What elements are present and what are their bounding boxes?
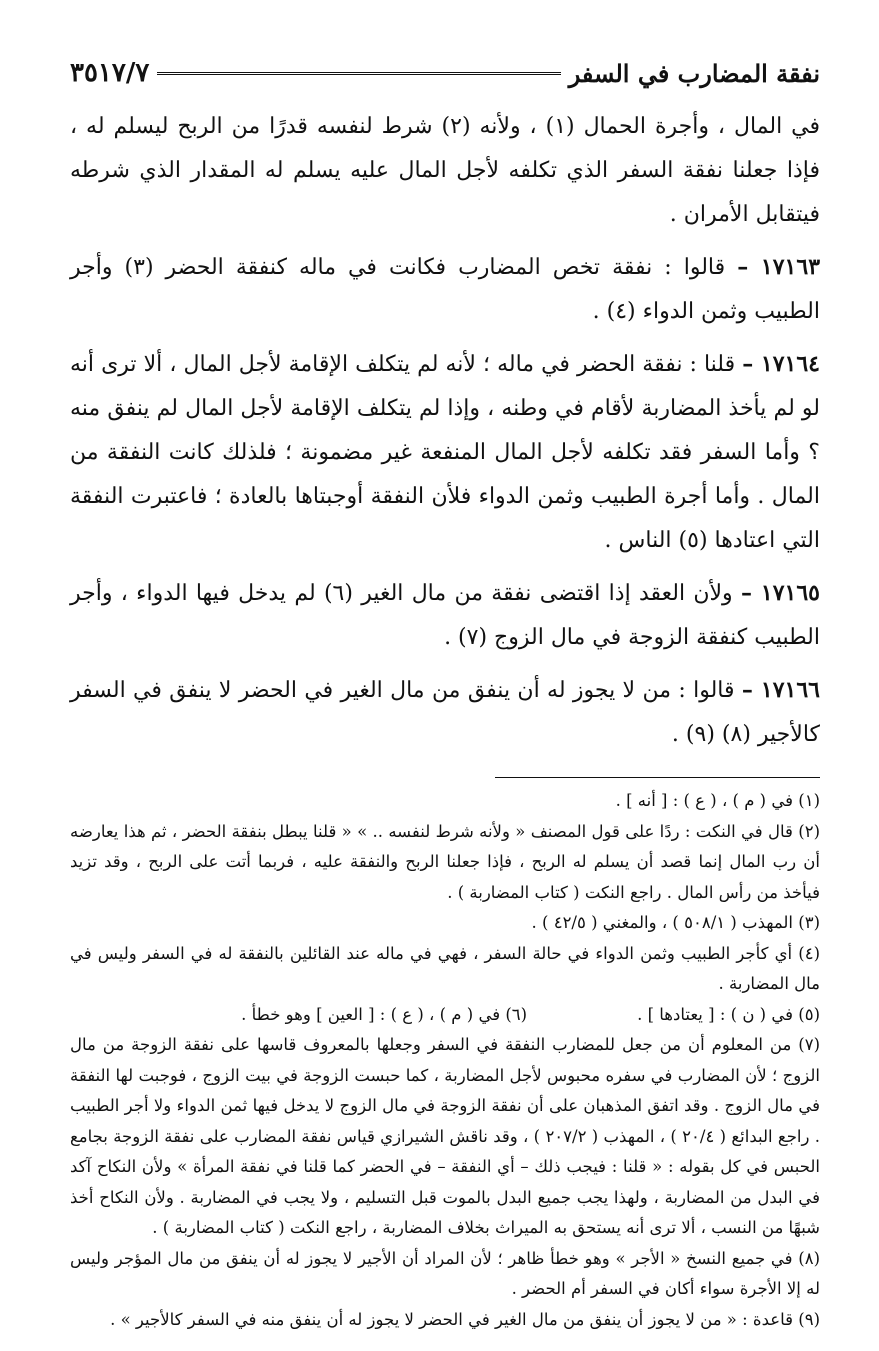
page-header bbox=[70, 55, 820, 91]
running-title: نفقة المضارب في السفر bbox=[568, 58, 820, 88]
paragraph-number: ١٧١٦٦ – bbox=[741, 677, 820, 703]
paragraph-text: ولأن العقد إذا اقتضى نفقة من مال الغير (٦) لم يدخل فيها الدواء ، وأجر الطبيب كنفقة الزوجة في مال الزوج (٧) . bbox=[70, 581, 820, 650]
paragraph-text: قلنا : نفقة الحضر في ماله ؛ لأنه لم يتكلف الإقامة لأجل المال ، ألا ترى أنه لو لم يأخذ المضاربة لأقام في وطنه ، وإذا لم يتكلف الإقامة لأجل المال لم ينفق منه ؟ وأما السفر فقد تكلفه لأجل المال المنفعة غير مضمونة ؛ فلذلك كانت النفقة من المال . وأما أجرة الطبيب وثمن الدواء فلأن النفقة أوجبتاها بالعادة ؛ فاعتبرت النفقة التي اعتادها (٥) الناس . bbox=[70, 352, 820, 553]
footnote: (٣) المهذب ( ٥٠٨/١ ) ، والمغني ( ٤٢/٥ ) . bbox=[531, 913, 820, 932]
paragraph-text: قالوا : من لا يجوز له أن ينفق من مال الغير في الحضر لا ينفق في السفر كالأجير (٨) (٩) . bbox=[70, 678, 820, 747]
paragraph bbox=[70, 342, 820, 563]
footnote: (٨) في جميع النسخ « الأجر » وهو خطأ ظاهر ؛ لأن المراد أن الأجير لا يجوز له أن ينفق من مال المؤجر وليس له إلا الأجرة سواء أكان في السفر أم الحضر . bbox=[70, 1248, 820, 1298]
paragraph-number: ١٧١٦٣ – bbox=[737, 254, 821, 280]
footnotes bbox=[70, 786, 820, 1335]
paragraph-text: في المال ، وأجرة الحمال (١) ، ولأنه (٢) شرط لنفسه قدرًا من الربح ليسلم له ، فإذا جعلنا نفقة السفر الذي تكلفه لأجل المال عليه يسلم له المقدار الذي شرطه فيتقابل الأمران . bbox=[70, 114, 820, 227]
page-number: ٣٥١٧/٧ bbox=[70, 58, 150, 88]
footnote-pair bbox=[70, 1000, 820, 1031]
footnote: (٥) في ( ن ) : [ يعتادها ] . bbox=[637, 1004, 820, 1024]
paragraph bbox=[70, 571, 820, 660]
paragraph bbox=[70, 245, 820, 334]
main-text bbox=[70, 105, 820, 757]
document-page bbox=[70, 55, 820, 1335]
footnote: (٧) من المعلوم أن من جعل للمضارب النفقة في السفر وجعلها بالمعروف قاسها على نفقة الزوجة من مال الزوج ؛ لأن المضارب في سفره محبوس لأجل المضاربة ، كما حبست الزوجة في بيت الزوج ، فوجبت لها النفقة في مال الزوج . وقد اتفق المذهبان على أن نفقة الزوجة في مال الزوج لا يدخل فيها ثمن الدواء ولا أجر الطبيب . راجع البدائع ( ٢٠/٤ ) ، المهذب ( ٢٠٧/٢ ) ، وقد ناقش الشيرازي قياس نفقة المضارب على نفقة الزوجة بجامع الحبس في كل بقوله : « قلنا : فيجب ذلك – أي النفقة – في الحضر كما قلنا في نفقة المرأة » ولأن النكاح آكد في البدل من المضاربة ، ولهذا يجب جميع البدل بالموت قبل التسليم ، ولا يجب في المضاربة . ولأن النكاح أخذ شبهًا من النسب ، ألا ترى أنه يستحق به الميراث بخلاف المضاربة ، راجع النكت ( كتاب المضاربة ) . bbox=[70, 1035, 821, 1237]
footnote: (٤) أي كأجر الطبيب وثمن الدواء في حالة السفر ، فهي في ماله عند القائلين بالنفقة له في السفر وليس في مال المضاربة . bbox=[70, 943, 820, 993]
footnote: (١) في ( م ) ، ( ع ) : [ أنه ] . bbox=[615, 791, 820, 810]
paragraph-number: ١٧١٦٤ – bbox=[742, 351, 820, 377]
footnote: (٢) قال في النكت : ردًا على قول المصنف « ولأنه شرط لنفسه .. » « قلنا يبطل بنفقة الحضر ، ثم هذا يعارضه أن رب المال إنما قصد أن يسلم له الربح ، فإذا جعلنا الربح والنفقة عليه ، فربما أتت على الربح ، وقد تزيد فيأخذ من رأس المال . راجع النكت ( كتاب المضاربة ) . bbox=[70, 821, 820, 902]
header-rule bbox=[157, 72, 560, 75]
footnote: (٩) قاعدة : « من لا يجوز أن ينفق من مال الغير في الحضر لا يجوز له أن ينفق منه في السفر كالأجير » . bbox=[110, 1309, 820, 1329]
paragraph-number: ١٧١٦٥ – bbox=[740, 580, 820, 606]
footnote: (٦) في ( م ) ، ( ع ) : [ العين ] وهو خطأ . bbox=[241, 1004, 528, 1024]
paragraph bbox=[70, 668, 820, 757]
paragraph-text: قالوا : نفقة تخص المضارب فكانت في ماله كنفقة الحضر (٣) وأجر الطبيب وثمن الدواء (٤) . bbox=[70, 255, 820, 324]
footnote-separator bbox=[495, 777, 820, 778]
paragraph bbox=[70, 105, 820, 237]
